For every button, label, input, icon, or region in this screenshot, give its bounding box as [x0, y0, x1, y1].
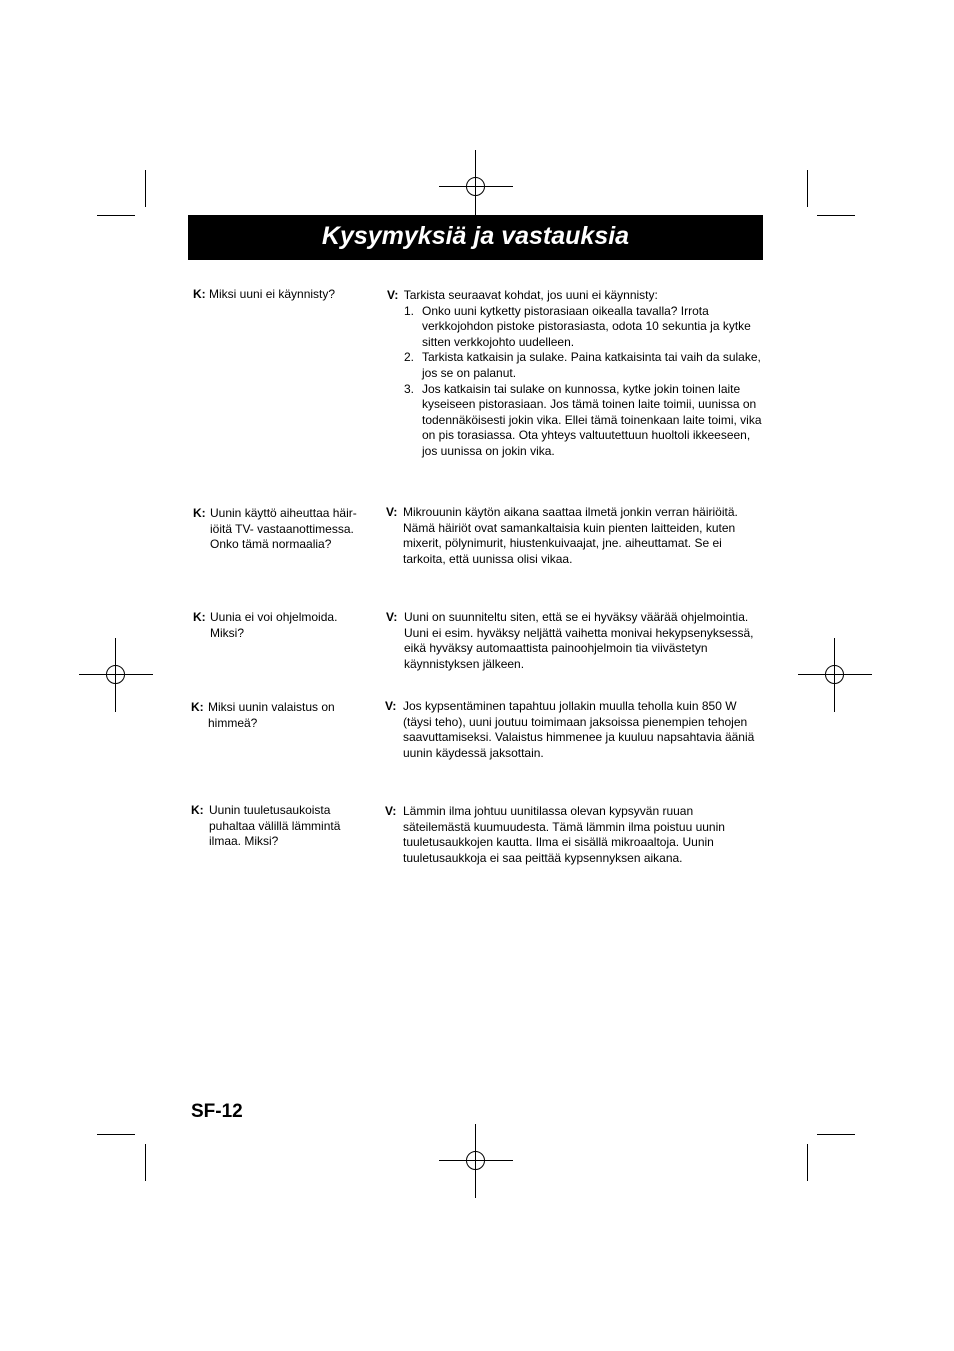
answer-text: Tarkista seuraavat kohdat, jos uuni ei käynnisty: [403, 288, 658, 302]
crop-mark [817, 1134, 855, 1135]
answer [386, 505, 758, 567]
answer-steps [387, 304, 765, 460]
page-title: Kysymyksiä ja vastauksia [321, 222, 630, 250]
crop-mark [97, 215, 135, 216]
answer [387, 288, 765, 460]
registration-mark-icon [439, 1124, 513, 1198]
crop-mark [807, 170, 808, 207]
question [193, 287, 363, 303]
answer [385, 699, 757, 761]
question-text: Miksi uuni ei käynnisty? [209, 287, 336, 301]
step-number: 2. [404, 350, 415, 365]
question-label: K: [193, 506, 206, 520]
question-label: K: [191, 700, 204, 714]
list-item [404, 304, 765, 351]
question [193, 610, 358, 641]
answer-label: V: [387, 288, 399, 302]
question-text: Miksi uunin valaistus on himmeä? [208, 700, 335, 730]
list-item [404, 382, 765, 460]
question [193, 506, 371, 553]
answer-text: Uuni on suunniteltu siten, että se ei hyväksy väärää ohjelmointia. Uuni ei esim. hyväksy neljättä vaihetta monivai hekypsenyksessä, eikä hyväksy automaattista painoohjelmoin tia viivästetyn käynnistyksen jälkeen. [404, 610, 754, 671]
step-number: 1. [404, 303, 415, 318]
step-number: 3. [404, 381, 415, 396]
question-label: K: [193, 287, 206, 301]
crop-mark [807, 1144, 808, 1181]
answer-label: V: [386, 610, 398, 624]
question [191, 700, 361, 731]
answer-label: V: [385, 699, 397, 713]
answer-text: Mikrouunin käytön aikana saattaa ilmetä jonkin verran häiriöitä. Nämä häiriöt ovat samankaltaisia kuin pienten laitteiden, kuten mixerit, pölynimurit, hiustenkuivaajat, jne. aiheuttamat. Se ei tarkoita, että uunissa olisi vikaa. [403, 505, 738, 566]
title-bar [188, 215, 763, 260]
question-label: K: [191, 803, 204, 817]
answer [385, 804, 747, 866]
answer [386, 610, 756, 672]
step-text: Tarkista katkaisin ja sulake. Paina katkaisinta tai vaih da sulake, jos se on palanut. [422, 350, 761, 380]
registration-mark-icon [79, 638, 153, 712]
answer-label: V: [385, 804, 397, 818]
crop-mark [97, 1134, 135, 1135]
crop-mark [145, 1144, 146, 1181]
question [191, 803, 356, 850]
answer-text: Jos kypsentäminen tapahtuu jollakin muulla teholla kuin 850 W (täysi teho), uuni joutuu toimimaan jaksoissa pienempien tehojen saavuttamiseksi. Valaistus himmenee ja kuuluu napsahtavia ääniä uunin käydessä jaksottain. [403, 699, 755, 760]
answer-text: Lämmin ilma johtuu uunitilassa olevan kypsyvän ruuan säteilemästä kuumuudesta. Tämä lämmin ilma poistuu uunin tuuletusaukkojen kautta. Ilma ei sisällä mikroaaltoja. Uunin tuuletusaukkoja ei saa peittää kypsennyksen aikana. [403, 804, 725, 865]
registration-mark-icon [798, 638, 872, 712]
list-item [404, 350, 765, 381]
step-text: Jos katkaisin tai sulake on kunnossa, kytke jokin toinen laite kyseiseen pistorasiaan. Jos tämä toinen laite toimii, uunissa on todennäköisesti jokin vika. Ellei tämä toinenkaan laite toimi, vika on pis torasiassa. Ota yhteys valtuutettuun huoltoli ikkeeseen, jos uunissa on jokin vika. [422, 381, 762, 458]
registration-mark-icon [439, 150, 513, 224]
page-number: SF-12 [191, 1101, 243, 1122]
question-label: K: [193, 610, 206, 624]
question-text: Uunin tuuletusaukoista puhaltaa välillä lämmintä ilmaa. Miksi? [209, 803, 341, 849]
answer-label: V: [386, 505, 398, 519]
crop-mark [817, 215, 855, 216]
question-text: Uunin käyttö aiheuttaa häir-iöitä TV- vastaanottimessa. Onko tämä normaalia? [210, 506, 357, 552]
crop-mark [145, 170, 146, 207]
step-text: Onko uuni kytketty pistorasiaan oikealla tavalla? Irrota verkkojohdon pistoke pistorasiasta, odota 10 sekuntia ja kytke sitten verkkojohto uudelleen. [422, 303, 751, 349]
question-text: Uunia ei voi ohjelmoida. Miksi? [210, 610, 338, 640]
